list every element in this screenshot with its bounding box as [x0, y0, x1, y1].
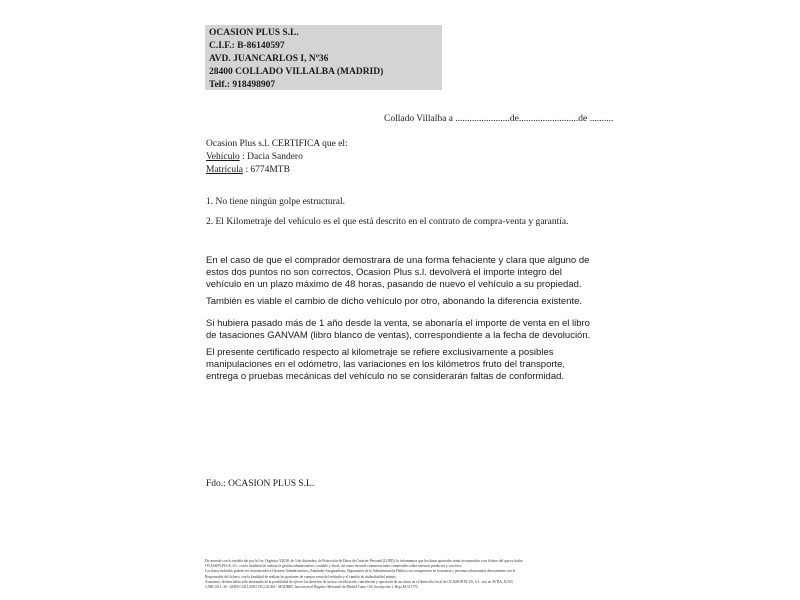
legal-line: De acuerdo con lo establecido por la Ley Orgánica 3/2018, de 5 de diciembre, de Protección de Datos de Carácter Personal (LOPD), le informamos que los datos aportados serán incorporados a un fichero del que es titular — [205, 559, 523, 563]
legal-line: Responsable del fichero, con la finalidad de realizar las gestiones de compra venta del vehículo y el cambio de titularidad del mismo. — [205, 574, 397, 579]
company-header — [205, 25, 442, 90]
paragraph-refund: En el caso de que el comprador demostrara de una forma fehaciente y clara que alguno de estos dos puntos no son correctos, Ocasion Plus s.l. devolverá el importe integro del vehículo en un plazo máximo de 48 horas, pasando de nuevo el vehículo a su propiedad. — [206, 255, 590, 290]
point-1: 1. No tiene ningún golpe estructural. — [206, 197, 346, 207]
paragraph-exchange: También es viable el cambio de dicho vehículo por otro, abonando la diferencia existente. — [206, 296, 583, 307]
point-2: 2. El Kilometraje del vehículo es el que está descrito en el contrato de compra-venta y garantía. — [206, 217, 569, 227]
company-phone: Telf.: 918498907 — [209, 80, 276, 90]
company-name: OCASION PLUS S.L. — [209, 28, 299, 38]
vehicle-label: Vehículo — [206, 152, 240, 162]
plate-value: : 6774MTB — [245, 165, 290, 175]
paragraph-ganvam: Si hubiera pasado más de 1 año desde la venta, se abonaría el importe de venta en el libro de tasaciones GANVAM (libro blanco de ventas), correspondiente a la fecha de devolución. — [206, 318, 591, 341]
legal-line: CARLOS I, 36 - 28400 COLLADO VILLALBA - MADRID. Inscrita en el Registro Mercantil de Madrid Tomo 130, Inscripción 1, Hoja M 511770. — [205, 585, 419, 590]
certifies-text: Ocasion Plus s.l. CERTIFICA que el: — [206, 139, 348, 149]
vehicle-row — [206, 151, 348, 164]
certification-intro — [206, 138, 348, 177]
company-cif: C.I.F.: B-86140597 — [209, 41, 285, 51]
vehicle-value: : Dacia Sandero — [242, 152, 303, 162]
plate-row — [206, 164, 348, 177]
paragraph-mileage: El presente certificado respecto al kilometraje se refiere exclusivamente a posibles manipulaciones en el odómetro, las variaciones en los kilómetros fruto del transporte, entrega o pruebas mecánicas del vehículo no se considerarán faltas de conformidad. — [206, 347, 566, 382]
signature: Fdo.: OCASION PLUS S.L. — [206, 479, 315, 489]
legal-line: Los datos incluidos podrán ser comunicados a Gestores Administrativos, Entidades Aseguradoras, Organismos de la Administración Pública con competencia en la materia y personas relacionadas directamente con el — [205, 569, 516, 574]
legal-notice — [205, 559, 600, 590]
legal-line: OCASION PLUS, S.L. con la finalidad de realizar la gestión administrativa, contable y fiscal, así como enviarle comunicaciones comerciales sobre nuestros productos y servicios. — [205, 564, 463, 569]
company-city: 28400 COLLADO VILLALBA (MADRID) — [209, 67, 384, 77]
plate-label: Matrícula — [206, 165, 243, 175]
company-address: AVD. JUANCARLOS I, Nº36 — [209, 54, 329, 64]
legal-line: Asimismo, declara haber sido informado de la posibilidad de ejercer los derechos de acceso, rectificación, cancelación y oposición de sus datos en el domicilio fiscal de OCASION PLUS, S.L. sito en AVDA. JUAN — [205, 579, 513, 584]
date-line: Collado Villalba a .......................de.........................de .......... — [384, 114, 614, 124]
